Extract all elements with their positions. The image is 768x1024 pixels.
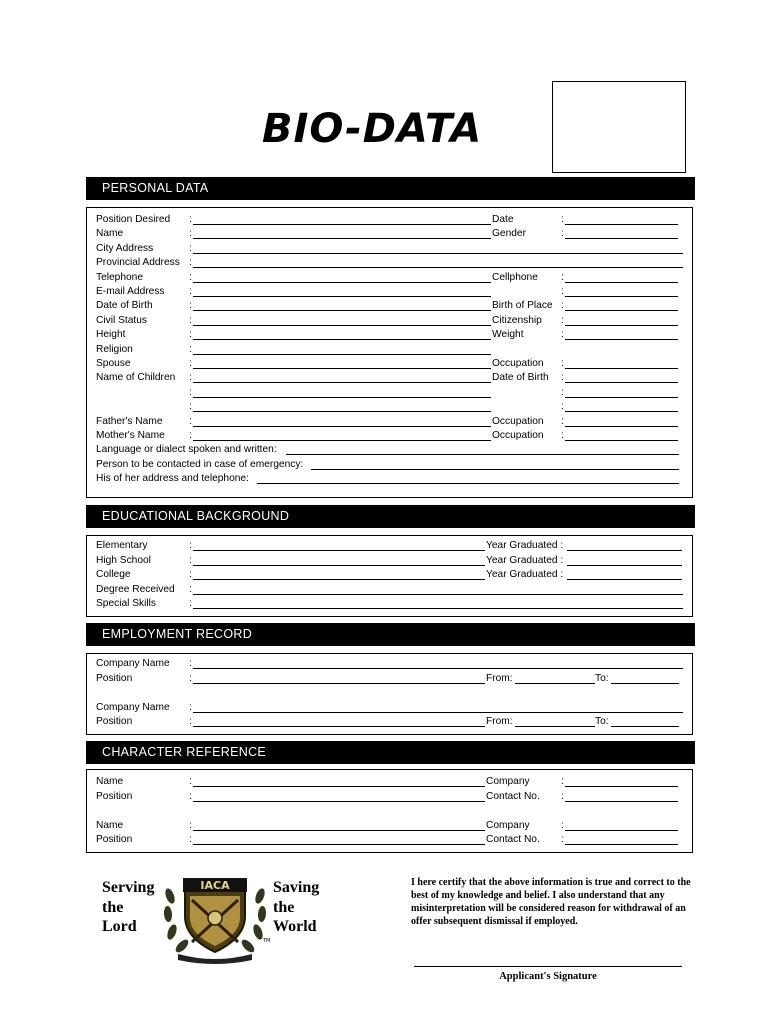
colon: : [189,540,192,551]
field-label: College [96,569,131,581]
field-label: Name [96,776,124,787]
field-label-right: To: [595,716,609,727]
field-label-right: Occupation [492,415,544,427]
fill-in-line[interactable] [193,238,491,239]
colon: : [189,257,192,269]
field-label-right: Cellphone [492,271,538,283]
form-row [87,357,692,371]
fill-in-line[interactable] [565,224,678,225]
education-header: EDUCATIONAL BACKGROUND [86,505,695,528]
motto-right-line: the [273,898,295,916]
fill-in-line[interactable] [565,801,678,802]
colon: : [561,228,564,240]
fill-in-line[interactable] [515,726,595,727]
field-label: Person to be contacted in case of emergency: [96,458,304,470]
personal-data-header: PERSONAL DATA [86,177,695,200]
fill-in-line[interactable] [565,426,678,427]
fill-in-line[interactable] [193,397,491,398]
field-label: Telephone [96,271,144,283]
fill-in-line[interactable] [193,296,491,297]
form-row [87,458,692,472]
field-label-right: Occupation [492,358,544,369]
fill-in-line[interactable] [193,830,485,831]
field-label: Name [96,819,124,831]
form-row [87,715,692,729]
colon: : [561,819,564,831]
fill-in-line[interactable] [193,426,491,427]
iaca-emblem-logo [160,866,270,966]
form-row [87,539,692,553]
field-label-right: Occupation [492,430,544,441]
fill-in-line[interactable] [611,726,679,727]
field-label: Father's Name [96,415,163,427]
colon: : [189,329,192,341]
field-label: His of her address and telephone: [96,473,249,485]
fill-in-line[interactable] [193,339,491,340]
form-row [87,328,692,342]
colon: : [561,358,564,369]
colon: : [189,716,192,727]
fill-in-line[interactable] [193,310,491,311]
fill-in-line[interactable] [565,296,678,297]
fill-in-line[interactable] [193,368,491,369]
certification-statement: I here certify that the above information is true and correct to the best of my knowledge and belief. I also understand that any misinterpretation will be considered reason for withdrawal of an offer subsequent dismissal if employed. [411,877,691,927]
fill-in-line[interactable] [193,844,485,845]
fill-in-line[interactable] [565,830,678,831]
form-row [87,568,692,582]
field-label: Name [96,228,124,240]
field-label: Company Name [96,658,170,669]
colon: : [189,386,192,398]
colon: : [189,569,192,581]
colon: : [189,358,192,369]
form-row [87,227,692,241]
personal-data-section [86,207,693,498]
employment-header: EMPLOYMENT RECORD [86,623,695,646]
field-label: Degree Received [96,583,175,595]
field-label: Position [96,716,133,727]
fill-in-line[interactable] [565,368,678,369]
form-row [87,672,692,686]
form-row [87,256,692,270]
employment-section [86,653,693,735]
form-row [87,819,692,833]
fill-in-line[interactable] [193,267,683,268]
fill-in-line[interactable] [567,579,682,580]
field-label: Mother's Name [96,430,165,441]
field-label-right: From: [486,716,513,727]
fill-in-line[interactable] [565,282,678,283]
colon: : [189,834,192,845]
fill-in-line[interactable] [193,786,485,787]
fill-in-line[interactable] [193,565,485,566]
fill-in-line[interactable] [565,310,678,311]
fill-in-line[interactable] [193,550,485,551]
field-label-right: Birth of Place [492,300,553,312]
form-row [87,657,692,671]
fill-in-line[interactable] [565,440,678,441]
colon: : [189,343,192,355]
colon: : [189,790,192,802]
form-row [87,213,692,227]
reference-header: CHARACTER REFERENCE [86,741,695,764]
field-label: Position [96,790,133,802]
fill-in-line[interactable] [611,683,679,684]
field-label-right: Year Graduated : [486,554,564,566]
page-title: BIO-DATA [262,106,483,152]
fill-in-line[interactable] [193,224,491,225]
fill-in-line[interactable] [565,382,678,383]
fill-in-line[interactable] [193,282,491,283]
fill-in-line[interactable] [567,565,682,566]
motto-left-line: Serving [102,879,155,896]
fill-in-line[interactable] [193,668,683,669]
colon: : [561,372,564,384]
signature-line[interactable] [414,966,682,967]
field-label: Spouse [96,358,131,369]
field-label-right: Citizenship [492,314,542,326]
fill-in-line[interactable] [193,440,491,441]
fill-in-line[interactable] [565,238,678,239]
form-row [87,242,692,256]
field-label: Company Name [96,701,170,713]
colon: : [189,415,192,427]
fill-in-line[interactable] [193,579,485,580]
colon: : [189,701,192,713]
field-label-right: Gender [492,228,526,240]
field-label: Position [96,672,133,684]
colon: : [561,776,564,787]
form-row [87,597,692,611]
colon: : [189,598,192,610]
field-label: Date of Birth [96,300,153,312]
colon: : [561,790,564,802]
colon: : [189,271,192,283]
form-row [87,299,692,313]
colon: : [189,583,192,595]
field-label-right: Date of Birth [492,372,549,384]
colon: : [189,819,192,831]
field-label: Civil Status [96,314,147,326]
fill-in-line[interactable] [257,483,679,484]
emblem-text: IACA [200,879,230,892]
motto-left-line: Lord [102,918,137,935]
field-label: High School [96,554,151,566]
fill-in-line[interactable] [311,469,679,470]
colon: : [561,329,564,341]
form-row [87,386,692,400]
fill-in-line[interactable] [567,550,682,551]
field-label-right: Company [486,819,530,831]
emblem-tm: TM [263,938,270,944]
fill-in-line[interactable] [193,801,485,802]
form-row [87,443,692,457]
colon: : [189,672,192,684]
field-label-right: Weight [492,329,524,341]
form-row [87,400,692,414]
fill-in-line[interactable] [565,786,678,787]
field-label-right: Company [486,776,530,787]
colon: : [561,286,564,297]
form-row [87,554,692,568]
motto-right-line: World [273,918,317,935]
colon: : [561,430,564,441]
colon: : [561,314,564,326]
field-label-right: Contact No. [486,834,540,845]
colon: : [189,776,192,787]
form-row [87,701,692,715]
colon: : [189,214,192,225]
field-label-right: Year Graduated : [486,540,564,551]
fill-in-line[interactable] [193,594,683,595]
colon: : [561,300,564,312]
fill-in-line[interactable] [193,411,491,412]
colon: : [189,401,192,413]
fill-in-line[interactable] [286,454,679,455]
fill-in-line[interactable] [565,844,678,845]
field-label: City Address [96,242,154,254]
field-label: Name of Children [96,372,176,384]
field-label: Elementary [96,540,148,551]
colon: : [189,242,192,254]
colon: : [561,401,564,413]
colon: : [561,271,564,283]
colon: : [189,430,192,441]
field-label-right: Date [492,214,514,225]
reference-section [86,769,693,853]
fill-in-line[interactable] [193,354,491,355]
form-row [87,429,692,443]
fill-in-line[interactable] [193,325,491,326]
field-label: Special Skills [96,598,157,610]
motto-left [102,878,154,937]
colon: : [561,415,564,427]
fill-in-line[interactable] [565,339,678,340]
colon: : [189,554,192,566]
field-label: E-mail Address [96,286,165,297]
colon: : [561,834,564,845]
field-label: Position Desired [96,214,171,225]
form-row [87,790,692,804]
form-row [87,314,692,328]
fill-in-line[interactable] [515,683,595,684]
photo-box[interactable] [552,81,686,173]
field-label: Provincial Address [96,257,180,269]
education-section [86,535,693,617]
form-row [87,775,692,789]
signature-label: Applicant's Signature [499,971,597,982]
fill-in-line[interactable] [193,382,491,383]
colon: : [189,314,192,326]
field-label: Religion [96,343,133,355]
colon: : [189,300,192,312]
colon: : [189,228,192,240]
form-row [87,285,692,299]
form-row [87,583,692,597]
form-row [87,371,692,385]
fill-in-line[interactable] [193,683,485,684]
colon: : [189,658,192,669]
field-label-right: Year Graduated : [486,569,564,581]
form-row [87,271,692,285]
form-row [87,833,692,847]
fill-in-line[interactable] [565,397,678,398]
field-label-right: From: [486,672,513,684]
form-row [87,415,692,429]
motto-right-line: Saving [273,879,320,896]
form-row [87,472,692,486]
form-row [87,343,692,357]
colon: : [561,386,564,398]
fill-in-line[interactable] [193,712,683,713]
colon: : [189,372,192,384]
colon: : [189,286,192,297]
field-label-right: Contact No. [486,790,540,802]
fill-in-line[interactable] [193,253,683,254]
field-label: Language or dialect spoken and written: [96,444,277,456]
fill-in-line[interactable] [193,726,485,727]
field-label: Height [96,329,126,341]
motto-left-line: the [102,898,124,916]
field-label: Position [96,834,133,845]
fill-in-line[interactable] [193,608,683,609]
colon: : [561,214,564,225]
fill-in-line[interactable] [565,411,678,412]
fill-in-line[interactable] [565,325,678,326]
field-label-right: To: [595,672,609,684]
motto-right [273,878,319,937]
